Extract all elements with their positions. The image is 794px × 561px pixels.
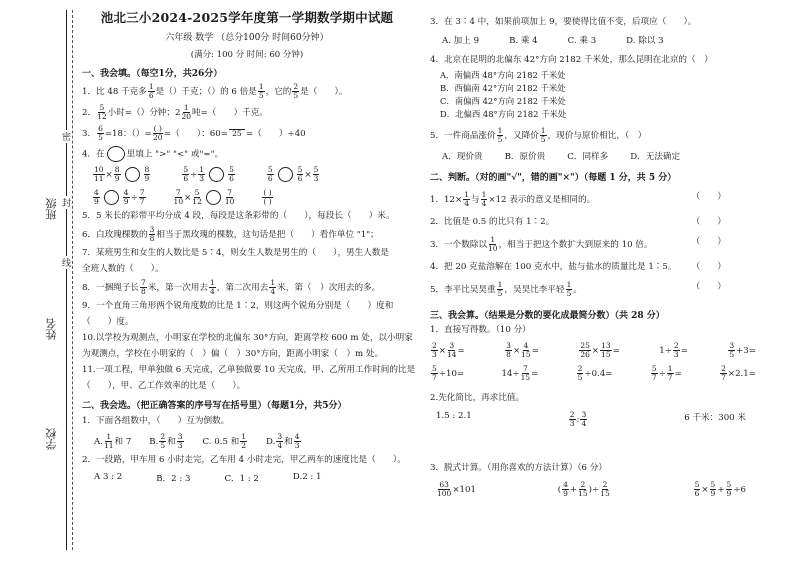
ratio-item: $\frac{2}{3}$ : $\frac{3}{4}$ [569, 410, 587, 428]
fraction [481, 191, 488, 208]
option-c[interactable]: C. 0.5 和 $\frac{1}{2}$ [202, 432, 247, 450]
question-1-11a: 11.一项工程，甲单独做 6 天完成，乙单独做要 10 天完成，甲、乙所用工作时间的比是 [82, 365, 416, 375]
fraction [488, 236, 498, 253]
question-2-3-options [430, 34, 786, 46]
compare-circle-icon[interactable] [125, 167, 140, 182]
calc-item: $\frac{25}{26}$ × $\frac{13}{15}$ = [580, 341, 620, 359]
j1-text-b: 与 [470, 195, 480, 205]
answer-paren[interactable]: （ ） [691, 237, 726, 247]
calc3-heading: 3．脱式计算。（用你喜欢的方法计算）（6 分） [430, 463, 607, 473]
option-b[interactable]: B．原价贵 [504, 152, 546, 162]
q1-3-text-e: =（ ）÷40 [245, 129, 306, 139]
option-b[interactable]: B．西偏南 42°方向 2182 千米处 [440, 83, 566, 93]
question-1-2 [82, 104, 412, 121]
frac-num: 5 [99, 103, 105, 112]
class-label: 班级 [45, 198, 58, 220]
frac-den: 20 [181, 112, 191, 121]
option-a[interactable]: A. 加上 9 [442, 36, 480, 46]
q1-3-text-a: 3． [82, 129, 97, 139]
fraction [463, 191, 470, 208]
fraction [566, 281, 573, 298]
q1-6-text-a: 6．白玫瑰棵数的 [82, 230, 148, 240]
answer-paren[interactable]: （ ） [691, 282, 726, 292]
question-1-7a: 7．某班男生和女生的人数比是 5∶4，则女生人数是男生的（ ），男生人数是 [82, 248, 390, 258]
frac-num: 1 [540, 126, 546, 135]
frac-num: 6 [98, 124, 103, 133]
school-label: 学校 [45, 428, 58, 450]
fraction [497, 127, 504, 144]
compare-item: $\frac{10}{11}$ × $\frac{8}{9}$ $\frac{8}{9}$ [94, 165, 150, 183]
seal-char-1: 密 [62, 130, 71, 143]
compare-item: $\frac{4}{9}$ $\frac{4}{9}$ ÷ $\frac{7}{7}$ [94, 188, 145, 206]
calc1-heading: 1．直接写得数。（10 分） [430, 325, 531, 335]
q1-2-text-b: 小时=（ [107, 108, 141, 118]
option-c[interactable]: C. 乘 3 [567, 36, 597, 46]
q1-1-text-f: 是（ ）。 [300, 87, 348, 97]
compare-circle-icon [107, 146, 125, 162]
answer-paren[interactable]: （ ） [691, 192, 726, 202]
frac-num: 1 [148, 82, 154, 91]
frac-num: 1 [209, 278, 215, 287]
question-2-2: 2．一段路，甲车用 6 小时走完，乙车用 4 小时走完，甲乙两车的速度比是（ ）。 [82, 455, 406, 465]
fraction [540, 127, 547, 144]
fraction [97, 104, 107, 121]
question-2-3: 3．在 3∶4 中，如果前项加上 9，要使得比值不变，后项应（ ）。 [430, 17, 697, 27]
q2-5-text-b: ，又降价 [504, 131, 539, 141]
fraction [153, 125, 163, 142]
answer-paren[interactable]: （ ） [691, 262, 726, 272]
binding-margin [0, 0, 78, 561]
q1-3-text-b: =18：（ [104, 129, 136, 139]
judge-2 [430, 216, 786, 228]
calc-item: $\frac{2}{7}$ ×2.1= [721, 364, 756, 382]
seal-char-2: 封 [62, 196, 71, 209]
frac-den: 8 [141, 287, 146, 296]
question-1-8 [82, 279, 412, 296]
compare-circle-icon[interactable] [278, 167, 293, 182]
question-2-2-options [82, 472, 412, 484]
work-space [430, 428, 786, 458]
calc-row-2 [430, 365, 786, 382]
q1-3-text-c: ）= [135, 129, 152, 139]
calc2-heading: 2.先化简比，再求比值。 [430, 393, 525, 403]
calc-row-1 [430, 342, 786, 359]
question-1-11b: （ ），甲、乙工作效率的比是（ ）。 [82, 381, 246, 391]
j3-text-a: 3．一个数除以 [430, 240, 488, 250]
frac-num: ( ) [153, 124, 162, 133]
compare-item: $\frac{5}{6}$ ÷ $\frac{1}{3}$ $\frac{5}{6}$ [183, 165, 234, 183]
q1-4-text-a: 4．在 [82, 149, 105, 160]
frac-den: 6 [148, 91, 154, 100]
option-c[interactable]: C．南偏西 42°方向 2182 千米处 [440, 96, 566, 106]
ratio-row [430, 411, 786, 428]
frac-den: 8 [149, 234, 155, 243]
fraction [258, 83, 265, 100]
q1-8-text-c: ，第二次用去 [216, 283, 269, 293]
question-2-1: 1．下面各组数中，（ ）互为倒数。 [82, 416, 230, 426]
q1-3-text-d: =（ ）：60= [163, 129, 228, 139]
frac-den: 25 [232, 129, 242, 138]
part3-heading: 二、判断。（对的画"√"，错的画"×"）（每题 1 分，共 5 分） [430, 173, 677, 183]
judge-5 [430, 281, 786, 298]
calc-item: 1÷ $\frac{2}{3}$ = [659, 341, 688, 359]
compare-item: $\frac{7}{10}$ × $\frac{5}{12}$ $\frac{7}{10}$ [173, 188, 235, 206]
compare-circle-icon[interactable] [206, 190, 221, 205]
frac-den: 5 [98, 133, 103, 142]
fraction [269, 279, 276, 296]
frac-den: 5 [540, 135, 546, 144]
compare-circle-icon[interactable] [209, 167, 224, 182]
fraction [209, 279, 216, 296]
q1-2-text-a: 2． [82, 108, 97, 118]
option-d[interactable]: D.2 : 1 [292, 472, 322, 482]
question-1-10a: 10.以学校为观测点，小明家在学校的北偏东 30°方向，距离学校 600 m 处，以小明家 [82, 333, 413, 343]
calc3-item: $\frac{5}{6}$ × $\frac{5}{9}$ + $\frac{5}{9}$ ÷6 [694, 480, 746, 498]
q1-2-whole: 2 [174, 108, 181, 118]
fraction [181, 104, 191, 121]
calc-item: $\frac{5}{7}$ ÷10= [432, 364, 465, 382]
q1-6-text-b: 相当于黑玫瑰的棵数，这句话是把（ ）看作单位 "1"； [156, 230, 379, 240]
option-a[interactable]: A．现价贵 [442, 152, 483, 162]
question-1-1 [82, 83, 412, 100]
frac-num: 1 [566, 280, 572, 289]
frac-num: 7 [141, 278, 146, 287]
fraction [148, 83, 155, 100]
judge-3 [430, 236, 786, 253]
frac-num: 1 [270, 278, 276, 287]
frac-num: 1 [464, 190, 469, 199]
right-column [430, 6, 786, 498]
option-b[interactable]: B．2 : 3 [156, 474, 191, 484]
seal-char-3: 线 [62, 256, 71, 269]
question-1-9a: 9．一个直角三角形两个锐角度数的比是 1∶2，则这两个锐角分别是（ ）度和 [82, 301, 394, 311]
q1-1-text-a: 1．比 48 千克多 [82, 87, 147, 97]
question-1-5: 5．5 米长的彩带平均分成 4 段，每段是这条彩带的（ ），每段长（ ）米。 [82, 211, 395, 221]
frac-num: 1 [183, 103, 189, 112]
frac-den: 4 [464, 199, 469, 208]
question-2-5 [430, 127, 786, 144]
judge-4 [430, 261, 786, 273]
fraction [497, 281, 504, 298]
calc3-row [430, 481, 786, 498]
q2-5-text-c: ，现价与原价相比，（ ） [547, 131, 647, 141]
fraction [149, 226, 156, 243]
ratio-item: 1.5 : 2.1 [436, 411, 472, 421]
calc3-item: $\frac{63}{100}$ ×101 [437, 480, 476, 498]
name-label: 姓名 [45, 318, 58, 340]
question-1-6 [82, 226, 412, 243]
exam-title: 池北三小2024-2025学年度第一学期数学期中试题 [100, 10, 394, 25]
j2-text: 2．比值是 0.5 的比只有 1∶2。 [430, 217, 555, 227]
frac-den: 4 [270, 287, 276, 296]
option-d[interactable]: D．无法确定 [630, 152, 681, 162]
fraction [140, 279, 147, 296]
option-d[interactable]: D. $\frac{3}{4}$ 和 $\frac{4}{3}$ [266, 432, 300, 450]
q1-1-text-c: ）千克；（ [172, 87, 212, 97]
q1-2-text-c: ）分钟； [140, 108, 175, 118]
option-b[interactable]: B. 乘 4 [509, 36, 538, 46]
frac-den: 10 [488, 244, 498, 253]
j4-text: 4．把 20 克盐溶解在 100 克水中，盐与盐水的质量比是 1∶5。 [430, 262, 677, 272]
j3-text-b: ，相当于把这个数扩大到原来的 10 倍。 [498, 240, 653, 250]
option-d[interactable]: D．北偏西 48°方向 2182 千米处 [440, 109, 567, 119]
ratio-item: 6 千米：300 米 [684, 413, 746, 423]
calc-item: $\frac{2}{3}$ × $\frac{3}{14}$ = [432, 341, 465, 359]
frac-den: 5 [258, 91, 264, 100]
q1-8-text-d: 米，第（ ）次用去的多。 [277, 283, 381, 293]
j5-text-b: ，吴昊比李平轻 [504, 285, 565, 295]
j1-text-a: 1．12× [430, 195, 463, 205]
frac-den: 5 [293, 91, 299, 100]
q1-8-text-a: 8．一捆绳子长 [82, 283, 140, 293]
judge-1 [430, 191, 786, 208]
calc3-item: ( $\frac{4}{9}$ + $\frac{2}{15}$ )÷ $\frac{2}{15}$ [557, 480, 610, 498]
frac-den: 5 [497, 135, 503, 144]
calc-item: $\frac{2}{5}$ ÷0.4= [577, 364, 613, 382]
option-c[interactable]: C．同样多 [567, 152, 609, 162]
question-2-4: 4．北京在昆明的北偏东 42°方向 2182 千米处，那么昆明在北京的（ ） [430, 55, 713, 65]
compare-item: $\frac{5}{6}$ $\frac{5}{6}$ × $\frac{5}{3}$ [267, 165, 319, 183]
calc-item: $\frac{3}{5}$ +3= [729, 341, 756, 359]
question-1-9b: （ ）度。 [82, 317, 134, 327]
frac-num: 1 [497, 280, 503, 289]
fraction [97, 125, 104, 142]
question-1-7b: 全班人数的（ ）。 [82, 264, 164, 274]
q1-4-text-b: 里填上 ">" "<" 或"="。 [126, 149, 224, 160]
option-a[interactable]: A. $\frac{1}{11}$ 和 7 [94, 432, 132, 450]
question-2-1-options [82, 433, 412, 450]
q1-1-text-b: 是（ [155, 87, 173, 97]
margin-line [66, 10, 67, 550]
option-b[interactable]: B. $\frac{2}{5}$ 和 $\frac{3}{3}$ [149, 432, 183, 450]
option-d[interactable]: D. 除以 3 [626, 36, 664, 46]
option-a[interactable]: A 3 : 2 [94, 472, 123, 482]
q1-1-text-d: ）的 6 倍是 [211, 87, 257, 97]
frac-num: 3 [149, 225, 155, 234]
question-2-5-options [430, 150, 786, 162]
frac-num: 1 [258, 82, 264, 91]
frac-den: 12 [97, 112, 107, 121]
question-2-4-options [430, 69, 786, 121]
compare-row-1 [82, 166, 412, 183]
calc-item: 14÷ $\frac{7}{15}$ = [501, 364, 539, 382]
frac-den: 4 [209, 287, 215, 296]
j5-text-c: 。 [573, 285, 582, 295]
margin-dash-line [72, 10, 73, 550]
frac-den: 5 [566, 289, 572, 298]
part1-heading: 一、我会填。（每空1分，共26分） [82, 69, 223, 79]
q1-8-text-b: 米，第一次用去 [147, 283, 208, 293]
j5-text-a: 5．李平比吴昊重 [430, 285, 496, 295]
compare-item: $\frac{( )}{( )}$ [263, 188, 272, 206]
exam-subtitle: 六年级 数学 （总分100分 时间60分钟） [165, 33, 329, 43]
compare-circle-icon[interactable] [104, 190, 119, 205]
q2-5-text-a: 5．一件商品涨价 [430, 131, 496, 141]
part4-heading: 三、我会算。（结果是分数的要化成最简分数）（共 28 分） [430, 311, 665, 321]
question-1-10b: 为观测点，学校在小明家的（ ）偏（ ）30°方向，距离小明家（ ）m 处。 [82, 349, 384, 359]
frac-num: 1 [497, 126, 503, 135]
frac-num: 1 [481, 190, 487, 199]
exam-score-time: (满分: 100 分 时间: 60 分钟) [190, 50, 304, 60]
question-1-4 [82, 146, 412, 162]
calc-item: $\frac{5}{7}$ ÷ $\frac{1}{7}$ = [651, 364, 682, 382]
calc-item: $\frac{3}{8}$ × $\frac{4}{15}$ = [506, 341, 539, 359]
fraction [229, 129, 245, 138]
option-a[interactable]: A．南偏西 48°方向 2182 千米处 [440, 70, 566, 80]
j1-text-c: ×12 表示的意义是相同的。 [488, 195, 596, 205]
frac-den: 5 [497, 289, 503, 298]
frac-den: 4 [481, 199, 487, 208]
fraction [292, 83, 299, 100]
left-column [82, 6, 416, 484]
part2-heading: 二、我会选。（把正确答案的序号写在括号里）（每题1分，共5分） [82, 401, 347, 411]
question-1-3 [82, 125, 412, 142]
frac-num: 2 [293, 82, 299, 91]
frac-den: 20 [153, 133, 163, 142]
compare-row-2 [82, 189, 412, 206]
option-c[interactable]: C．1 : 2 [224, 474, 259, 484]
q1-2-text-d: 吨=（ ）千克。 [192, 108, 268, 118]
frac-num: 1 [490, 235, 496, 244]
answer-paren[interactable]: （ ） [691, 217, 726, 227]
q1-1-text-e: ，它的 [265, 87, 292, 97]
